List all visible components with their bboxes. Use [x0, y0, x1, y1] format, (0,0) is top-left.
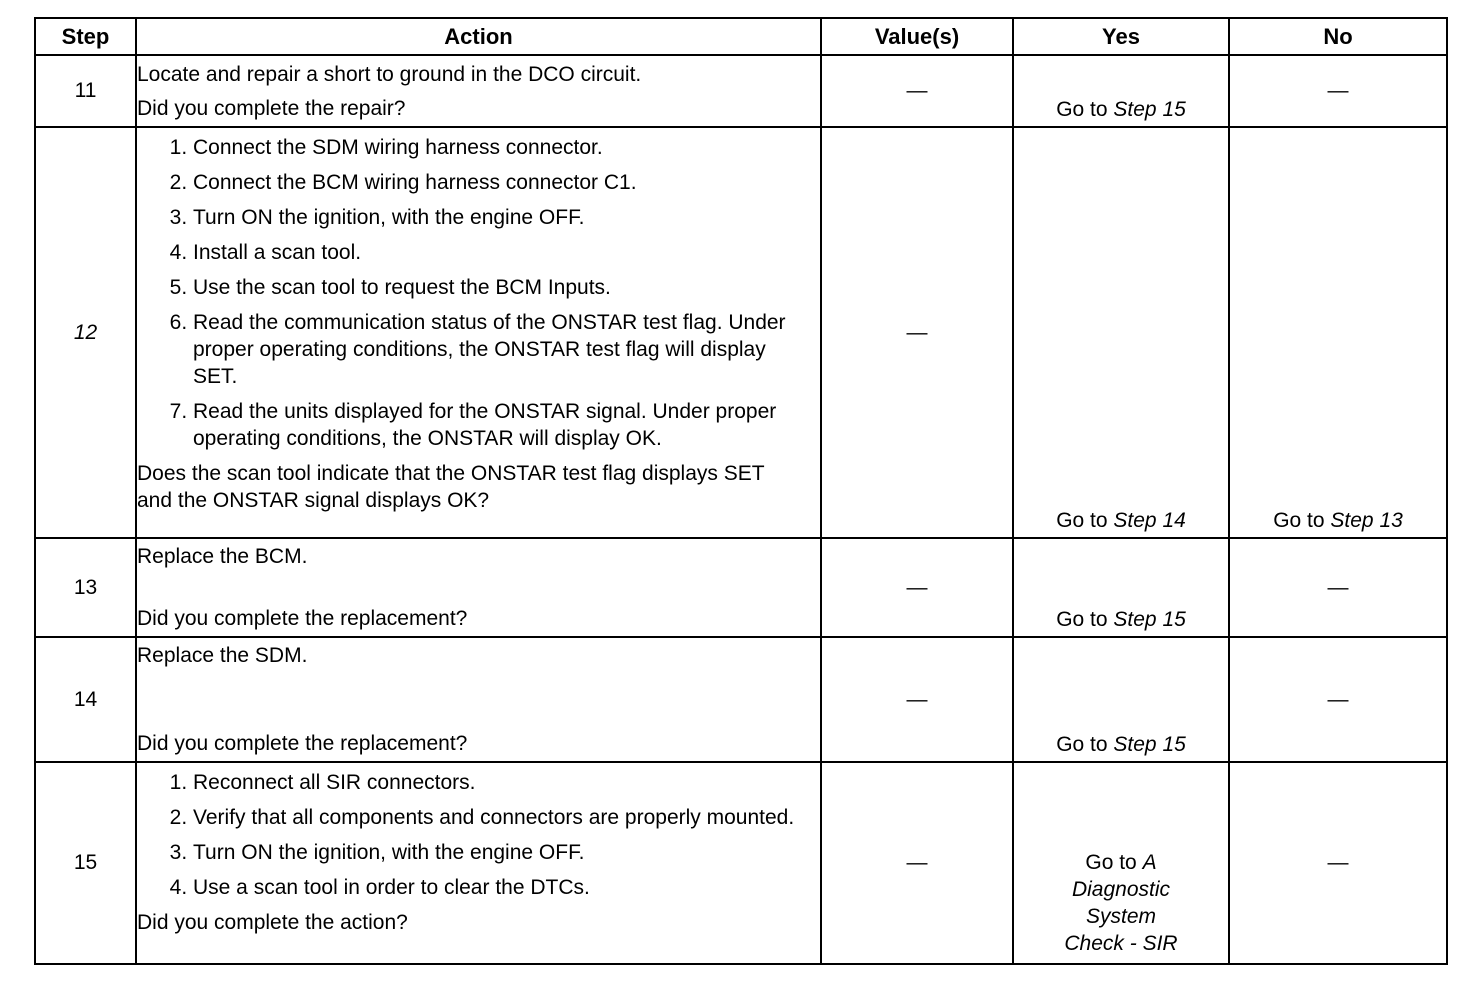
- table-row: [35, 55, 1447, 127]
- action-question: Did you complete the repair?: [137, 97, 406, 120]
- value-cell: —: [821, 637, 1013, 762]
- yes-link[interactable]: Step 15: [1113, 733, 1186, 756]
- step-number: 13: [35, 538, 136, 637]
- table-row: [35, 127, 1447, 538]
- header-no: No: [1229, 18, 1447, 55]
- no-cell: [1229, 127, 1447, 538]
- yes-link[interactable]: Step 15: [1113, 98, 1186, 121]
- action-item: 2. Connect the BCM wiring harness connector C1.: [193, 169, 808, 196]
- action-cell: [136, 55, 821, 127]
- action-item: 1. Reconnect all SIR connectors.: [193, 769, 812, 796]
- action-text: Replace the SDM.: [137, 644, 308, 667]
- table-row: [35, 538, 1447, 637]
- action-cell: [136, 538, 821, 637]
- no-link[interactable]: Step 13: [1330, 509, 1403, 532]
- action-item: 4. Install a scan tool.: [193, 239, 808, 266]
- no-cell: —: [1229, 637, 1447, 762]
- yes-cell: [1013, 762, 1229, 964]
- yes-link[interactable]: A Diagnostic System Check - SIR: [1064, 851, 1178, 955]
- action-question: Did you complete the replacement?: [137, 607, 468, 630]
- value-cell: —: [821, 55, 1013, 127]
- action-question: Does the scan tool indicate that the ONSTAR test flag displays SET and the ONSTAR signal displays OK?: [137, 462, 765, 512]
- action-item: 3. Turn ON the ignition, with the engine OFF.: [193, 204, 808, 231]
- step-number: 14: [35, 637, 136, 762]
- step-number: 11: [35, 55, 136, 127]
- yes-prefix: Go to: [1056, 733, 1108, 756]
- value-cell: —: [821, 127, 1013, 538]
- header-step: Step: [35, 18, 136, 55]
- yes-prefix: Go to: [1056, 608, 1108, 631]
- action-question: Did you complete the replacement?: [137, 732, 468, 755]
- action-text: Replace the BCM.: [137, 545, 308, 568]
- yes-link[interactable]: Step 15: [1113, 608, 1186, 631]
- step-number: 12: [35, 127, 136, 538]
- table-row: [35, 637, 1447, 762]
- yes-cell: [1013, 127, 1229, 538]
- action-item: 6. Read the communication status of the ONSTAR test flag. Under proper operating conditions, the ONSTAR test flag will display SET.: [193, 309, 808, 390]
- action-question: Did you complete the action?: [137, 911, 408, 934]
- no-cell: —: [1229, 762, 1447, 964]
- action-item: 4. Use a scan tool in order to clear the DTCs.: [193, 874, 812, 901]
- action-item: 3. Turn ON the ignition, with the engine OFF.: [193, 839, 812, 866]
- no-cell: —: [1229, 55, 1447, 127]
- diagnostic-table: [34, 17, 1448, 965]
- header-action: Action: [136, 18, 821, 55]
- yes-prefix: Go to: [1085, 851, 1137, 874]
- yes-cell: [1013, 538, 1229, 637]
- yes-prefix: Go to: [1056, 509, 1108, 532]
- action-item: 1. Connect the SDM wiring harness connector.: [193, 134, 808, 161]
- yes-link[interactable]: Step 14: [1113, 509, 1186, 532]
- action-item: 7. Read the units displayed for the ONSTAR signal. Under proper operating conditions, the ONSTAR will display OK.: [193, 398, 808, 452]
- yes-prefix: Go to: [1056, 98, 1108, 121]
- action-cell: [136, 127, 821, 538]
- action-item: 5. Use the scan tool to request the BCM Inputs.: [193, 274, 808, 301]
- no-cell: —: [1229, 538, 1447, 637]
- action-cell: [136, 637, 821, 762]
- action-cell: [136, 762, 821, 964]
- header-row: [35, 18, 1447, 55]
- action-item: 2. Verify that all components and connectors are properly mounted.: [193, 804, 812, 831]
- action-text: Locate and repair a short to ground in the DCO circuit.: [137, 63, 642, 86]
- table-row: [35, 762, 1447, 964]
- header-values: Value(s): [821, 18, 1013, 55]
- value-cell: —: [821, 538, 1013, 637]
- yes-cell: [1013, 55, 1229, 127]
- yes-cell: [1013, 637, 1229, 762]
- step-number: 15: [35, 762, 136, 964]
- no-prefix: Go to: [1273, 509, 1325, 532]
- header-yes: Yes: [1013, 18, 1229, 55]
- value-cell: —: [821, 762, 1013, 964]
